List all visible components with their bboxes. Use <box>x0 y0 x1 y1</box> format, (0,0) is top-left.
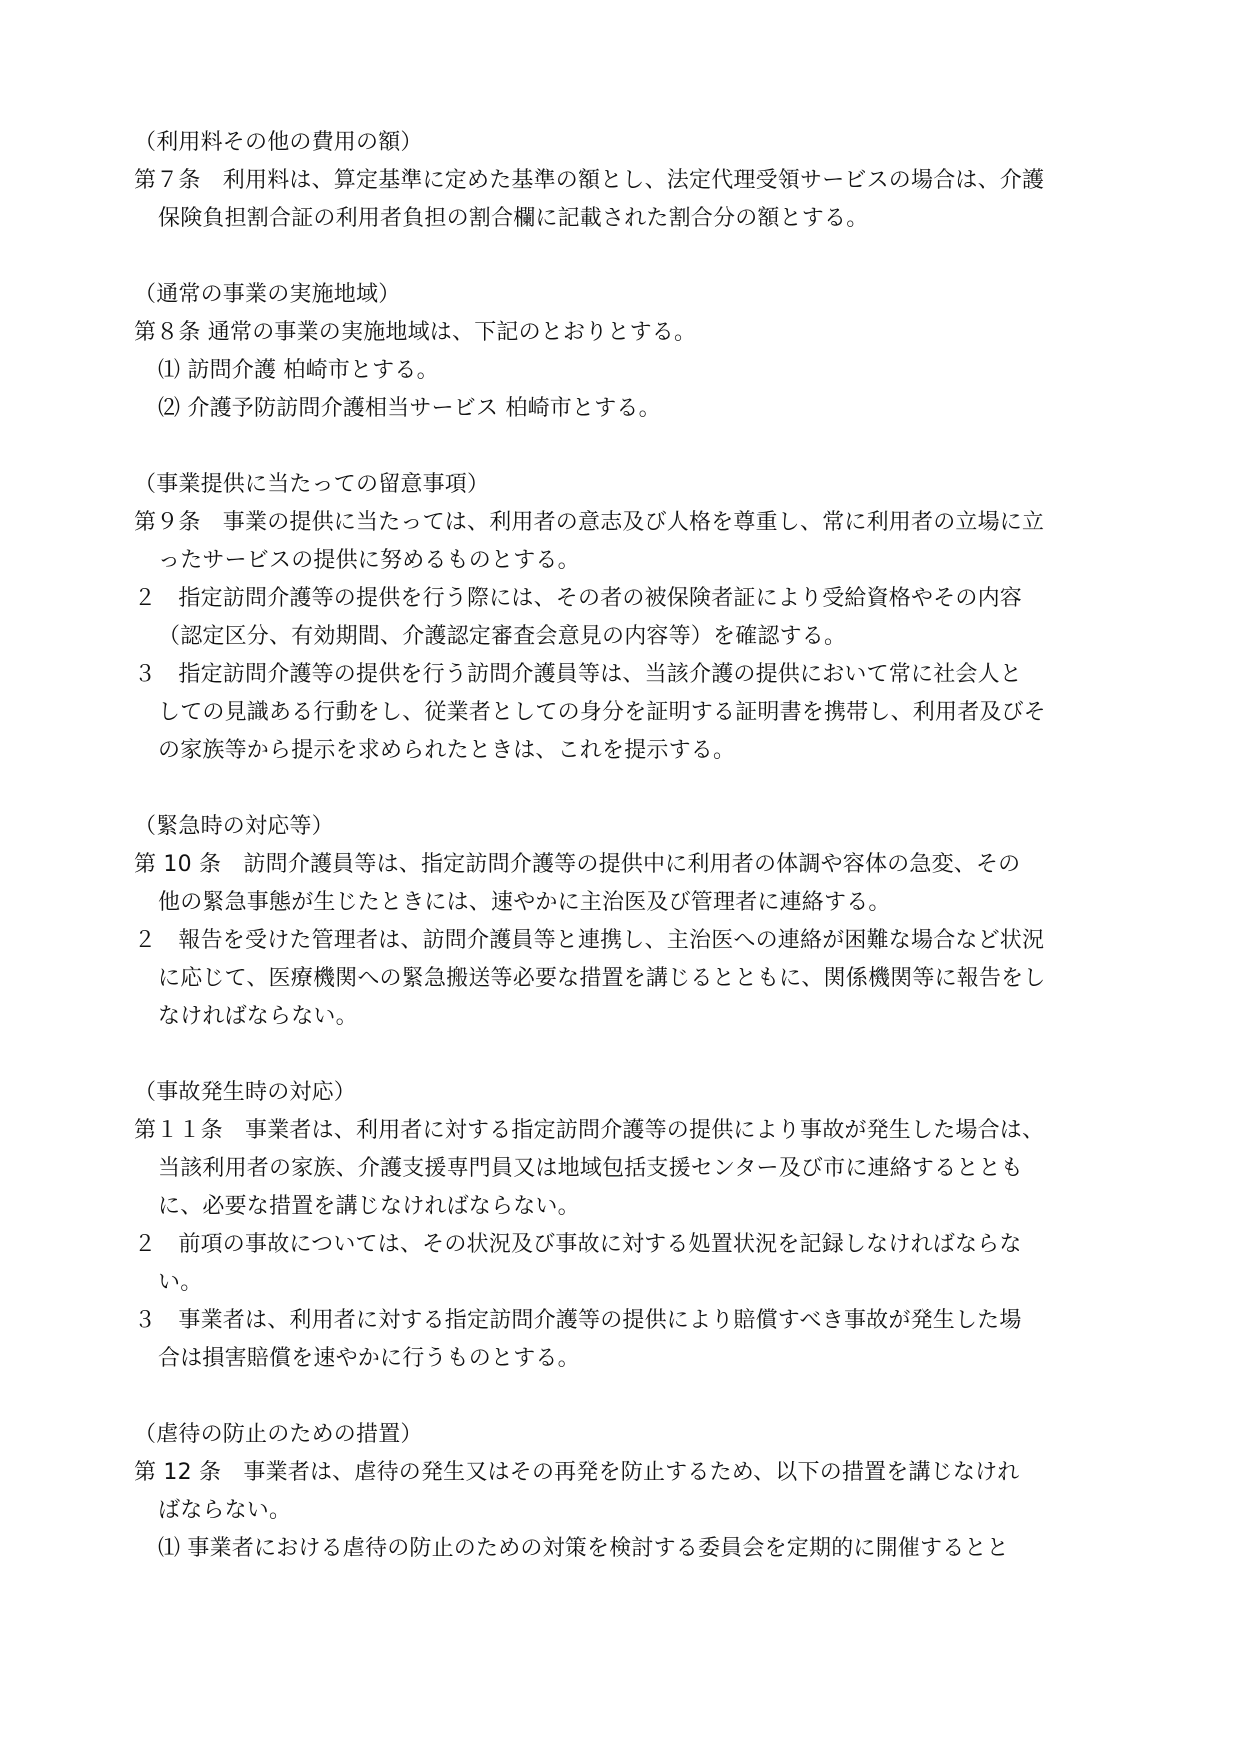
article-line: 第１１条 事業者は、利用者に対する指定訪問介護等の提供により事故が発生した場合は、 <box>134 1118 1045 1143</box>
paragraph-line: い。 <box>158 1270 203 1295</box>
section-caption: （虐待の防止のための措置） <box>134 1422 423 1447</box>
paragraph-line: ２ 指定訪問介護等の提供を行う際には、その者の被保険者証により受給資格やその内容 <box>134 586 1023 611</box>
list-item: ⑵ 介護予防訪問介護相当サービス 柏崎市とする。 <box>158 396 661 421</box>
paragraph-line: ３ 指定訪問介護等の提供を行う訪問介護員等は、当該介護の提供において常に社会人と <box>134 662 1023 687</box>
article-line: 第 12 条 事業者は、虐待の発生又はその再発を防止するため、以下の措置を講じなけれ <box>134 1460 1020 1485</box>
section-caption: （事業提供に当たっての留意事項） <box>134 472 490 497</box>
paragraph-line: に応じて、医療機関への緊急搬送等必要な措置を講じるとともに、関係機関等に報告をし <box>158 966 1046 991</box>
section-caption: （利用料その他の費用の額） <box>134 130 423 155</box>
paragraph-line: ３ 事業者は、利用者に対する指定訪問介護等の提供により賠償すべき事故が発生した場 <box>134 1308 1022 1333</box>
article-line: 第 10 条 訪問介護員等は、指定訪問介護等の提供中に利用者の体調や容体の急変、その <box>134 852 1021 877</box>
section-caption: （事故発生時の対応） <box>134 1080 357 1105</box>
paragraph-line: 合は損害賠償を速やかに行うものとする。 <box>158 1346 580 1371</box>
paragraph-line: なければならない。 <box>158 1004 358 1029</box>
paragraph-line: しての見識ある行動をし、従業者としての身分を証明する証明書を携帯し、利用者及びそ <box>158 700 1047 725</box>
article-line: 保険負担割合証の利用者負担の割合欄に記載された割合分の額とする。 <box>158 206 869 231</box>
article-line: ったサービスの提供に努めるものとする。 <box>158 548 580 573</box>
article-line: に、必要な措置を講じなければならない。 <box>158 1194 580 1219</box>
paragraph-line: ２ 報告を受けた管理者は、訪問介護員等と連携し、主治医への連絡が困難な場合など状況 <box>134 928 1045 953</box>
paragraph-line: （認定区分、有効期間、介護認定審査会意見の内容等）を確認する。 <box>158 624 847 649</box>
article-line: 第７条 利用料は、算定基準に定めた基準の額とし、法定代理受領サービスの場合は、介護 <box>134 168 1045 193</box>
article-line: 当該利用者の家族、介護支援専門員又は地域包括支援センター及び市に連絡するととも <box>158 1156 1023 1181</box>
article-line: 他の緊急事態が生じたときには、速やかに主治医及び管理者に連絡する。 <box>158 890 891 915</box>
list-item: ⑴ 事業者における虐待の防止のための対策を検討する委員会を定期的に開催するとと <box>158 1536 1009 1561</box>
article-line: 第９条 事業の提供に当たっては、利用者の意志及び人格を尊重し、常に利用者の立場に立 <box>134 510 1045 535</box>
article-line: ばならない。 <box>158 1498 292 1523</box>
list-item: ⑴ 訪問介護 柏崎市とする。 <box>158 358 439 383</box>
article-line: 第８条 通常の事業の実施地域は、下記のとおりとする。 <box>134 320 697 345</box>
section-caption: （通常の事業の実施地域） <box>134 282 401 307</box>
section-caption: （緊急時の対応等） <box>134 814 334 839</box>
paragraph-line: ２ 前項の事故については、その状況及び事故に対する処置状況を記録しなければならな <box>134 1232 1022 1257</box>
paragraph-line: の家族等から提示を求められたときは、これを提示する。 <box>158 738 736 763</box>
